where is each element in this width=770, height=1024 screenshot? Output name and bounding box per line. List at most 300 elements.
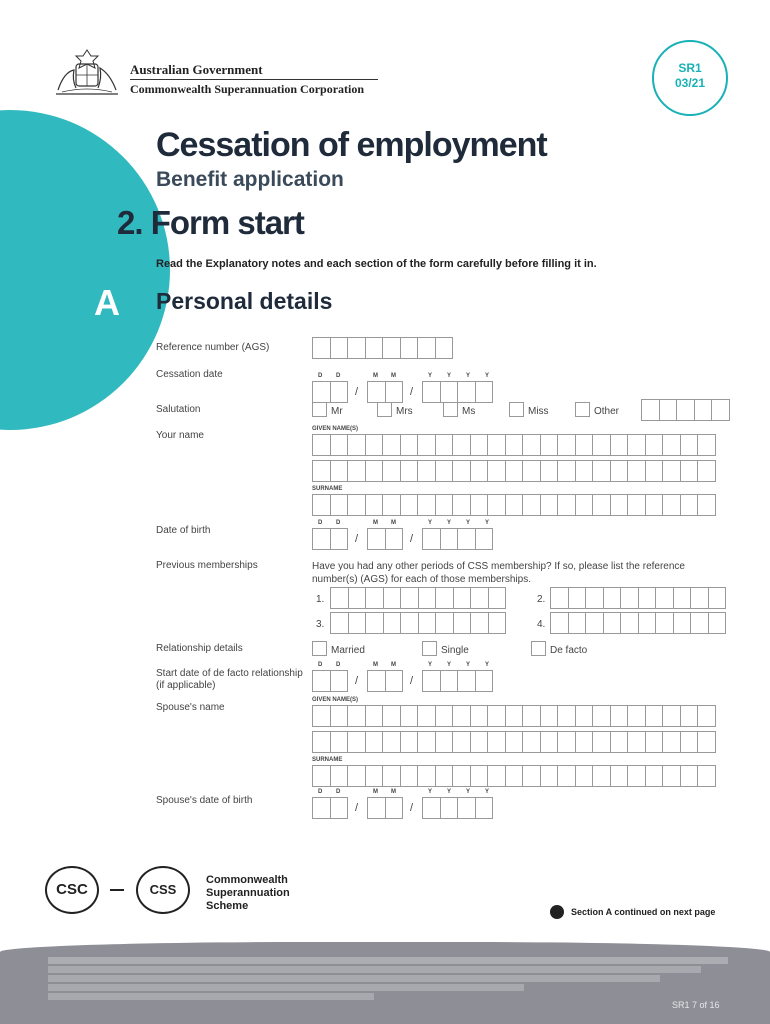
char-box[interactable]: [330, 765, 349, 787]
char-box[interactable]: [540, 434, 559, 456]
char-box[interactable]: [330, 612, 349, 634]
char-box[interactable]: [659, 399, 678, 421]
month-input[interactable]: [367, 381, 402, 403]
char-box[interactable]: [400, 612, 419, 634]
page-subtitle: Benefit application: [156, 168, 344, 191]
char-box[interactable]: [385, 381, 404, 403]
char-box[interactable]: [557, 765, 576, 787]
char-box[interactable]: [568, 587, 587, 609]
char-box[interactable]: [400, 731, 419, 753]
char-box[interactable]: [452, 705, 471, 727]
char-box[interactable]: [347, 434, 366, 456]
char-box[interactable]: [417, 765, 436, 787]
char-box[interactable]: [575, 731, 594, 753]
char-box[interactable]: [592, 705, 611, 727]
char-box[interactable]: [522, 434, 541, 456]
relationship-details-label: Relationship details: [156, 643, 243, 654]
char-box[interactable]: [365, 587, 384, 609]
char-box[interactable]: [610, 731, 629, 753]
char-box[interactable]: [557, 434, 576, 456]
char-box[interactable]: [330, 587, 349, 609]
char-box[interactable]: [676, 399, 695, 421]
char-box[interactable]: [417, 337, 436, 359]
char-box[interactable]: [435, 494, 454, 516]
char-box[interactable]: [475, 381, 494, 403]
date-format-letter: D: [336, 789, 341, 795]
char-box[interactable]: [690, 587, 709, 609]
surname-tag: SURNAME: [312, 486, 343, 492]
scheme-name-line3: Scheme: [206, 900, 249, 912]
char-box[interactable]: [522, 765, 541, 787]
char-box[interactable]: [330, 381, 349, 403]
char-box[interactable]: [638, 612, 657, 634]
char-box[interactable]: [487, 731, 506, 753]
char-box[interactable]: [312, 765, 331, 787]
char-box[interactable]: [522, 460, 541, 482]
char-box[interactable]: [435, 460, 454, 482]
char-box[interactable]: [592, 434, 611, 456]
char-box[interactable]: [347, 705, 366, 727]
relationship-married-checkbox[interactable]: [312, 641, 327, 656]
char-box[interactable]: [382, 765, 401, 787]
char-box[interactable]: [575, 765, 594, 787]
membership-number-1-input[interactable]: [330, 587, 505, 609]
char-box[interactable]: [592, 765, 611, 787]
char-box[interactable]: [385, 797, 404, 819]
date-format-letter: Y: [428, 662, 433, 668]
css-logo: CSS: [136, 866, 190, 914]
date-format-letter: M: [373, 373, 378, 379]
char-box[interactable]: [457, 670, 476, 692]
char-box[interactable]: [673, 612, 692, 634]
char-box[interactable]: [365, 434, 384, 456]
continue-arrow-icon: [550, 905, 564, 919]
char-box[interactable]: [585, 612, 604, 634]
char-box[interactable]: [662, 705, 681, 727]
previous-memberships-question: Have you had any other periods of CSS membership? If so, please list the reference number(s) (AGS) for each of those memberships.: [312, 561, 685, 585]
char-box[interactable]: [330, 528, 349, 550]
char-box[interactable]: [557, 731, 576, 753]
char-box[interactable]: [475, 797, 494, 819]
char-box[interactable]: [662, 731, 681, 753]
char-box[interactable]: [610, 494, 629, 516]
char-box[interactable]: [422, 528, 441, 550]
char-box[interactable]: [400, 434, 419, 456]
char-box[interactable]: [505, 731, 524, 753]
char-box[interactable]: [330, 731, 349, 753]
spouse-given-names-input-1[interactable]: [312, 705, 715, 727]
date-format-letter: Y: [485, 789, 490, 795]
char-box[interactable]: [400, 460, 419, 482]
char-box[interactable]: [680, 731, 699, 753]
char-box[interactable]: [417, 460, 436, 482]
char-box[interactable]: [711, 399, 730, 421]
char-box[interactable]: [347, 765, 366, 787]
spouse-surname-input[interactable]: [312, 765, 715, 787]
char-box[interactable]: [645, 434, 664, 456]
char-box[interactable]: [627, 434, 646, 456]
date-separator: /: [410, 802, 414, 814]
char-box[interactable]: [568, 612, 587, 634]
char-box[interactable]: [382, 494, 401, 516]
char-box[interactable]: [680, 460, 699, 482]
month-input[interactable]: [367, 797, 402, 819]
salutation-other-checkbox[interactable]: [575, 402, 590, 417]
char-box[interactable]: [417, 705, 436, 727]
char-box[interactable]: [641, 399, 660, 421]
char-box[interactable]: [487, 460, 506, 482]
char-box[interactable]: [475, 670, 494, 692]
month-input[interactable]: [367, 670, 402, 692]
date-format-letter: D: [318, 520, 323, 526]
relationship-married-label: Married: [331, 645, 365, 656]
char-box[interactable]: [367, 381, 386, 403]
char-box[interactable]: [680, 494, 699, 516]
date-format-letter: Y: [466, 520, 471, 526]
char-box[interactable]: [400, 337, 419, 359]
char-box[interactable]: [505, 705, 524, 727]
char-box[interactable]: [422, 797, 441, 819]
membership-number-4-input[interactable]: [550, 612, 725, 634]
char-box[interactable]: [603, 587, 622, 609]
char-box[interactable]: [697, 731, 716, 753]
char-box[interactable]: [522, 494, 541, 516]
char-box[interactable]: [330, 705, 349, 727]
char-box[interactable]: [585, 587, 604, 609]
char-box[interactable]: [540, 705, 559, 727]
salutation-miss-checkbox[interactable]: [509, 402, 524, 417]
char-box[interactable]: [505, 765, 524, 787]
char-box[interactable]: [382, 337, 401, 359]
char-box[interactable]: [470, 494, 489, 516]
date-format-letter: Y: [447, 373, 452, 379]
char-box[interactable]: [312, 731, 331, 753]
char-box[interactable]: [367, 670, 386, 692]
char-box[interactable]: [550, 587, 569, 609]
surname-input[interactable]: [312, 494, 715, 516]
char-box[interactable]: [385, 670, 404, 692]
date-format-letter: Y: [466, 789, 471, 795]
date-format-letter: Y: [428, 373, 433, 379]
char-box[interactable]: [680, 705, 699, 727]
char-box[interactable]: [550, 612, 569, 634]
char-box[interactable]: [487, 494, 506, 516]
char-box[interactable]: [505, 460, 524, 482]
char-box[interactable]: [645, 731, 664, 753]
char-box[interactable]: [645, 494, 664, 516]
char-box[interactable]: [620, 612, 639, 634]
char-box[interactable]: [673, 587, 692, 609]
char-box[interactable]: [330, 797, 349, 819]
char-box[interactable]: [347, 337, 366, 359]
year-input[interactable]: [422, 797, 492, 819]
section-title: 2. Form start: [117, 204, 304, 241]
char-box[interactable]: [470, 731, 489, 753]
char-box[interactable]: [330, 337, 349, 359]
char-box[interactable]: [347, 494, 366, 516]
char-box[interactable]: [417, 434, 436, 456]
reference-number-input[interactable]: [312, 337, 452, 359]
char-box[interactable]: [627, 765, 646, 787]
char-box[interactable]: [453, 612, 472, 634]
char-box[interactable]: [645, 765, 664, 787]
char-box[interactable]: [592, 460, 611, 482]
char-box[interactable]: [347, 731, 366, 753]
char-box[interactable]: [312, 528, 331, 550]
char-box[interactable]: [540, 460, 559, 482]
char-box[interactable]: [620, 587, 639, 609]
char-box[interactable]: [367, 797, 386, 819]
spouse-name-label: Spouse's name: [156, 702, 225, 713]
char-box[interactable]: [487, 765, 506, 787]
form-code-badge: [652, 40, 728, 116]
spouse-dob-label: Spouse's date of birth: [156, 795, 253, 806]
char-box[interactable]: [488, 587, 507, 609]
char-box[interactable]: [592, 731, 611, 753]
char-box[interactable]: [475, 528, 494, 550]
char-box[interactable]: [575, 494, 594, 516]
previous-memberships-label: Previous memberships: [156, 560, 258, 571]
char-box[interactable]: [440, 528, 459, 550]
char-box[interactable]: [365, 705, 384, 727]
char-box[interactable]: [662, 460, 681, 482]
char-box[interactable]: [418, 587, 437, 609]
char-box[interactable]: [365, 765, 384, 787]
char-box[interactable]: [470, 612, 489, 634]
char-box[interactable]: [470, 434, 489, 456]
char-box[interactable]: [540, 765, 559, 787]
char-box[interactable]: [557, 494, 576, 516]
char-box[interactable]: [697, 765, 716, 787]
char-box[interactable]: [645, 460, 664, 482]
char-box[interactable]: [627, 705, 646, 727]
char-box[interactable]: [470, 765, 489, 787]
char-box[interactable]: [638, 587, 657, 609]
char-box[interactable]: [365, 337, 384, 359]
salutation-other-input[interactable]: [641, 399, 729, 421]
char-box[interactable]: [422, 670, 441, 692]
char-box[interactable]: [627, 460, 646, 482]
char-box[interactable]: [457, 797, 476, 819]
day-input[interactable]: [312, 528, 347, 550]
form-date: 03/21: [674, 76, 706, 90]
day-input[interactable]: [312, 797, 347, 819]
char-box[interactable]: [400, 494, 419, 516]
spouse-surname-tag: SURNAME: [312, 757, 343, 763]
char-box[interactable]: [470, 460, 489, 482]
char-box[interactable]: [382, 434, 401, 456]
char-box[interactable]: [312, 705, 331, 727]
char-box[interactable]: [603, 612, 622, 634]
char-box[interactable]: [610, 765, 629, 787]
char-box[interactable]: [312, 670, 331, 692]
char-box[interactable]: [312, 460, 331, 482]
salutation-ms-checkbox[interactable]: [443, 402, 458, 417]
char-box[interactable]: [435, 337, 454, 359]
char-box[interactable]: [697, 434, 716, 456]
char-box[interactable]: [575, 460, 594, 482]
char-box[interactable]: [452, 434, 471, 456]
char-box[interactable]: [435, 705, 454, 727]
char-box[interactable]: [505, 494, 524, 516]
defacto-start-label-line2: (if applicable): [156, 680, 216, 691]
scheme-name-line2: Superannuation: [206, 887, 290, 899]
char-box[interactable]: [400, 705, 419, 727]
char-box[interactable]: [382, 705, 401, 727]
salutation-other-label: Other: [594, 406, 620, 417]
char-box[interactable]: [330, 434, 349, 456]
char-box[interactable]: [312, 434, 331, 456]
char-box[interactable]: [655, 587, 674, 609]
char-box[interactable]: [540, 494, 559, 516]
salutation-mr-checkbox[interactable]: [312, 402, 327, 417]
day-input[interactable]: [312, 381, 347, 403]
scheme-name: [206, 874, 290, 913]
year-input[interactable]: [422, 528, 492, 550]
date-format-letter: Y: [447, 662, 452, 668]
day-input[interactable]: [312, 670, 347, 692]
char-box[interactable]: [662, 765, 681, 787]
char-box[interactable]: [453, 587, 472, 609]
char-box[interactable]: [708, 587, 727, 609]
membership-number-1-label: 1.: [316, 594, 325, 605]
char-box[interactable]: [418, 612, 437, 634]
membership-number-3-input[interactable]: [330, 612, 505, 634]
char-box[interactable]: [383, 612, 402, 634]
char-box[interactable]: [347, 460, 366, 482]
char-box[interactable]: [522, 731, 541, 753]
char-box[interactable]: [440, 670, 459, 692]
date-format-letter: M: [373, 520, 378, 526]
char-box[interactable]: [417, 494, 436, 516]
char-box[interactable]: [457, 381, 476, 403]
char-box[interactable]: [470, 705, 489, 727]
char-box[interactable]: [557, 705, 576, 727]
date-format-letter: D: [336, 373, 341, 379]
relationship-defacto-checkbox[interactable]: [531, 641, 546, 656]
char-box[interactable]: [440, 381, 459, 403]
year-input[interactable]: [422, 381, 492, 403]
salutation-mrs-checkbox[interactable]: [377, 402, 392, 417]
char-box[interactable]: [435, 434, 454, 456]
char-box[interactable]: [330, 670, 349, 692]
char-box[interactable]: [435, 587, 454, 609]
given-names-input-1[interactable]: [312, 434, 715, 456]
char-box[interactable]: [440, 797, 459, 819]
char-box[interactable]: [312, 797, 331, 819]
char-box[interactable]: [487, 434, 506, 456]
char-box[interactable]: [697, 460, 716, 482]
char-box[interactable]: [690, 612, 709, 634]
char-box[interactable]: [645, 705, 664, 727]
footer-fine-print: [48, 957, 728, 1000]
char-box[interactable]: [330, 494, 349, 516]
char-box[interactable]: [348, 587, 367, 609]
char-box[interactable]: [452, 731, 471, 753]
scheme-name-line1: Commonwealth: [206, 874, 288, 886]
char-box[interactable]: [627, 731, 646, 753]
char-box[interactable]: [312, 381, 331, 403]
char-box[interactable]: [365, 731, 384, 753]
char-box[interactable]: [383, 587, 402, 609]
char-box[interactable]: [610, 434, 629, 456]
char-box[interactable]: [312, 494, 331, 516]
char-box[interactable]: [452, 494, 471, 516]
char-box[interactable]: [385, 528, 404, 550]
date-separator: /: [355, 802, 359, 814]
char-box[interactable]: [312, 337, 331, 359]
spouse-given-names-tag: GIVEN NAME(S): [312, 697, 359, 703]
char-box[interactable]: [330, 460, 349, 482]
given-names-input-2[interactable]: [312, 460, 715, 482]
reference-number-label: Reference number (AGS): [156, 342, 270, 353]
char-box[interactable]: [488, 612, 507, 634]
form-code: SR1: [678, 61, 702, 75]
char-box[interactable]: [592, 494, 611, 516]
spouse-given-names-input-2[interactable]: [312, 731, 715, 753]
char-box[interactable]: [694, 399, 713, 421]
char-box[interactable]: [487, 705, 506, 727]
char-box[interactable]: [575, 434, 594, 456]
char-box[interactable]: [575, 705, 594, 727]
char-box[interactable]: [505, 434, 524, 456]
char-box[interactable]: [610, 705, 629, 727]
char-box[interactable]: [417, 731, 436, 753]
char-box[interactable]: [435, 731, 454, 753]
char-box[interactable]: [697, 494, 716, 516]
char-box[interactable]: [457, 528, 476, 550]
year-input[interactable]: [422, 670, 492, 692]
relationship-single-checkbox[interactable]: [422, 641, 437, 656]
date-separator: /: [355, 386, 359, 398]
char-box[interactable]: [452, 765, 471, 787]
char-box[interactable]: [435, 765, 454, 787]
char-box[interactable]: [610, 460, 629, 482]
decorative-teal-circle: [0, 110, 170, 430]
given-names-tag: GIVEN NAME(S): [312, 426, 359, 432]
date-format-letter: M: [391, 520, 396, 526]
char-box[interactable]: [400, 765, 419, 787]
char-box[interactable]: [662, 434, 681, 456]
char-box[interactable]: [470, 587, 489, 609]
char-box[interactable]: [435, 612, 454, 634]
char-box[interactable]: [522, 705, 541, 727]
char-box[interactable]: [655, 612, 674, 634]
char-box[interactable]: [348, 612, 367, 634]
char-box[interactable]: [367, 528, 386, 550]
char-box[interactable]: [400, 587, 419, 609]
char-box[interactable]: [708, 612, 727, 634]
char-box[interactable]: [662, 494, 681, 516]
char-box[interactable]: [697, 705, 716, 727]
char-box[interactable]: [540, 731, 559, 753]
date-format-letter: M: [373, 662, 378, 668]
char-box[interactable]: [557, 460, 576, 482]
membership-number-2-input[interactable]: [550, 587, 725, 609]
char-box[interactable]: [680, 765, 699, 787]
char-box[interactable]: [365, 612, 384, 634]
char-box[interactable]: [382, 460, 401, 482]
char-box[interactable]: [627, 494, 646, 516]
char-box[interactable]: [680, 434, 699, 456]
char-box[interactable]: [365, 494, 384, 516]
char-box[interactable]: [452, 460, 471, 482]
char-box[interactable]: [382, 731, 401, 753]
salutation-miss-label: Miss: [528, 406, 549, 417]
char-box[interactable]: [422, 381, 441, 403]
char-box[interactable]: [365, 460, 384, 482]
month-input[interactable]: [367, 528, 402, 550]
